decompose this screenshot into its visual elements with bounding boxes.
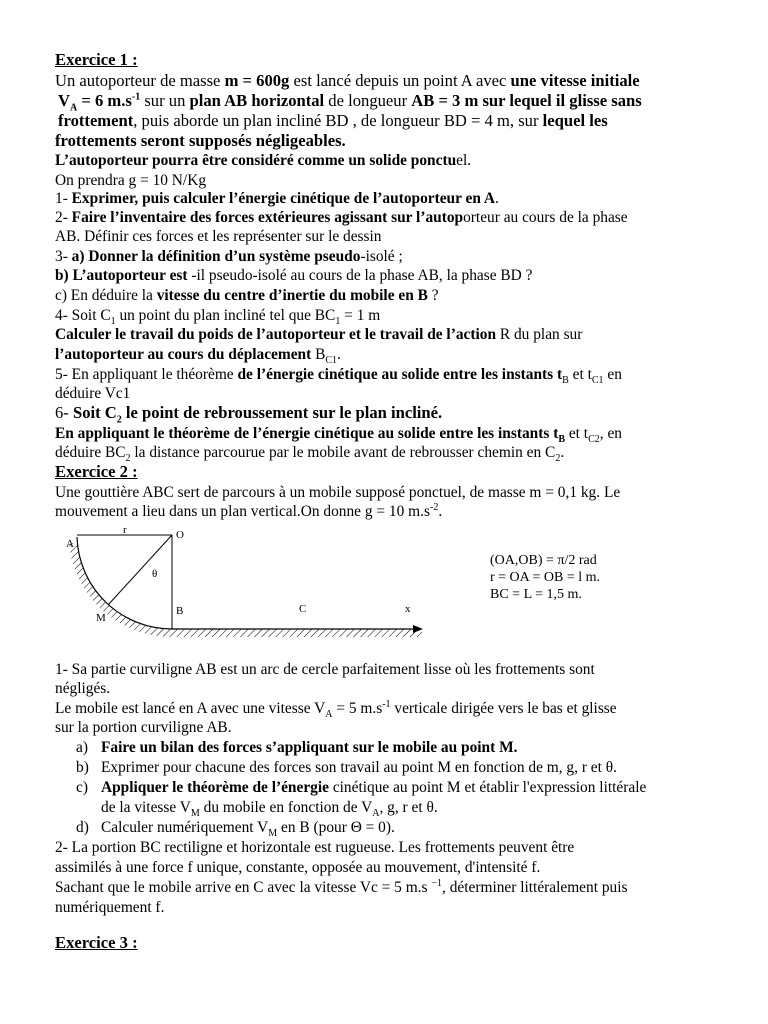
exercise-1-title: Exercice 1 :: [55, 50, 138, 69]
ex1-line-6: On prendra g = 10 N/Kg: [55, 172, 207, 189]
label-B: B: [176, 605, 184, 617]
ex1-line-15: l’autoporteur au cours du déplacement $B_{C1}$.: [55, 346, 341, 367]
ex1-question-3a: 3- a) Donner la définition d’un système pseudo-isolé ;: [55, 248, 403, 265]
ex1-question-2: 2- Faire l’inventaire des forces extérieures agissant sur l’autoporteur au cours de la phase: [55, 209, 628, 226]
exercise-3-title: Exercice 3 :: [55, 933, 138, 952]
ex2-part-2-line-3: Sachant que le mobile arrive en C avec la vitesse Vc = 5 m.s $^{-1}$, déterminer littéralement puis: [55, 877, 628, 896]
label-r: r: [123, 525, 127, 536]
ex1-question-6: 6- Soit $C_2$ le point de rebroussement sur le plan incliné.: [55, 403, 443, 426]
ex1-line-3: frottement, puis aborde un plan incliné BD , de longueur BD = 4 m, sur lequel les: [58, 111, 608, 130]
ex2-part-2-line-4: numériquement f.: [55, 899, 165, 916]
ex1-line-9: AB. Définir ces forces et les représenter sur le dessin: [55, 228, 382, 245]
label-C: C: [299, 603, 307, 615]
ex2-part-1-line-4: sur la portion curviligne AB.: [55, 719, 232, 736]
ex1-question-3b: b) L’autoporteur est -il pseudo-isolé au cours de la phase AB, la phase BD ?: [55, 267, 533, 284]
arc-hatching: [69, 543, 172, 637]
ex1-line-14: Calculer le travail du poids de l’autoporteur et le travail de l’action R du plan sur: [55, 326, 583, 343]
ex2-part-2-line-2: assimilés à une force f unique, constante, opposée au mouvement, d'intensité f.: [55, 859, 541, 876]
ex2-line-1: Une gouttière ABC sert de parcours à un mobile supposé ponctuel, de masse m = 0,1 kg. Le: [55, 484, 621, 501]
gutter-diagram: [55, 525, 435, 640]
label-x: x: [405, 603, 411, 615]
ex1-line-1: Un autoporteur de masse m = 600g est lancé depuis un point A avec une vitesse initiale: [55, 71, 640, 90]
ex1-question-4: 4- Soit $C_1$ un point du plan incliné tel que $BC_1 = 1$ m: [55, 307, 381, 328]
ex1-line-5: L’autoporteur pourra être considéré comme un solide ponctuel.: [55, 152, 472, 169]
document-page: Exercice 1 : Un autoporteur de masse m = 600g est lancé depuis un point A avec une vitesse initiale $V_A = 6$ $m.s^{-1}$ sur un plan AB horizontal de longueur AB = 3 m sur lequel il glisse sans frottement, puis aborde un plan incliné BD , de longueur BD = 4 m, sur lequel les frottements seront supposés négligeables. L’autoporteur pourra être considéré comme un solide ponctuel. On prendra g = 10 N/Kg 1- Exprimer, puis calculer l’énergie cinétique de l’autoporteur en A. 2- Faire l’inventaire des forces extérieures agissant sur l’autoporteur au cours de la phase AB. Définir ces forces et les représenter sur le dessin 3- a) Donner la définition d’un système pseudo-isolé ; b) L’autoporteur est -il pseudo-isolé au cours de la phase AB, la phase BD ? c) En déduire la vitesse du centre d’inertie du mobile en B ? 4- Soit $C_1$ un point du plan incliné tel que $BC_1 = 1$ m Calculer le travail du poids de l’autoporteur et le travail de l’action R du plan sur l’autoporteur au cours du déplacement $B_{C1}$. 5- En appliquant le théorème de l’énergie cinétique au solide entre les instants $t_B$ et $t_{C1}$ en déduire Vc1 6- Soit $C_2$ le point de rebroussement sur le plan incliné. En appliquant le théorème de l’énergie cinétique au solide entre les instants $t_B$ et $t_{C2}$, en déduire $BC_2$ la distance parcourue par le mobile avant de rebrousser chemin en $C_2$. Exercice 2 : Une gouttière ABC sert de parcours à un mobile supposé ponctuel, de masse m = 0,1 kg. Le mouvement a lieu dans un plan vertical.On donne g = 10 $m.s^{-2}$. A r O θ M B C x (OA,OB) = π/2 rad r = OA = OB = l m. BC = L = 1,5 m. 1- Sa partie curviligne AB est un arc de cercle parfaitement lisse où les frottements sont négligés. Le mobile est lancé en A avec une vitesse $V_A = 5$ $m.s^{-1}$ verticale dirigée vers le bas et glisse sur la portion curviligne AB. a) Faire un bilan des forces s’appliquant sur le mobile au point M. b) Exprimer pour chacune des forces son travail au point M en fonction de m, g, r et θ. c) Appliquer le théorème de l’énergie cinétique au point M et établir l'expression littérale de la vitesse $V_M$ du mobile en fonction de $V_A$, g, r et θ. d) Calculer numériquement $V_M$ en B (pour Θ = 0). 2- La portion BC rectiligne et horizontale est rugueuse. Les frottements peuvent être assimilés à une force f unique, constante, opposée au mouvement, d'intensité f. Sachant que le mobile arrive en C avec la vitesse Vc = 5 m.s $^{-1}$, déterminer littéralement puis numériquement f. Exercice 3 :: [55, 50, 647, 952]
label-M: M: [96, 612, 106, 624]
ex1-question-5: 5- En appliquant le théorème de l’énergie cinétique au solide entre les instants $t_B$ et $t_{C1}$ en: [55, 366, 622, 387]
ex1-line-20: déduire $BC_2$ la distance parcourue par le mobile avant de rebrousser chemin en $C_2$.: [55, 444, 565, 465]
ex1-line-2: $V_A = 6$ $m.s^{-1}$ sur un plan AB horizontal de longueur AB = 3 m sur lequel il glisse sans: [58, 91, 642, 114]
label-O: O: [176, 529, 184, 541]
ex2-part-1-line-2: négligés.: [55, 680, 111, 697]
figure-info-length: BC = L = 1,5 m.: [490, 587, 582, 602]
label-A: A: [66, 538, 74, 550]
label-theta: θ: [152, 568, 158, 580]
ex2-part-1-line-1: 1- Sa partie curviligne AB est un arc de cercle parfaitement lisse où les frottements sont: [55, 661, 595, 678]
ex1-question-3c: c) En déduire la vitesse du centre d’inertie du mobile en B ?: [55, 287, 439, 304]
ex1-line-17: déduire Vc1: [55, 385, 131, 402]
ex2-part-1-line-3: Le mobile est lancé en A avec une vitesse $V_A = 5$ $m.s^{-1}$ verticale dirigée vers le bas et glisse: [55, 698, 617, 721]
ex2-part-2-line-1: 2- La portion BC rectiligne et horizontale est rugueuse. Les frottements peuvent être: [55, 839, 575, 856]
track-hatching: [172, 629, 422, 637]
ex1-line-19: En appliquant le théorème de l’énergie cinétique au solide entre les instants $t_B$ et $t_{C2}$, en: [55, 425, 622, 446]
ex2-line-2: mouvement a lieu dans un plan vertical.On donne g = 10 $m.s^{-2}$.: [55, 501, 443, 520]
radius-om: [108, 535, 172, 605]
figure-info-radius: r = OA = OB = l m.: [490, 570, 601, 585]
figure-info-angle: (OA,OB) = π/2 rad: [490, 553, 597, 568]
ex1-line-4: frottements seront supposés négligeables.: [55, 131, 346, 150]
exercise-2-title: Exercice 2 :: [55, 462, 138, 481]
ex1-question-1: 1- Exprimer, puis calculer l’énergie cinétique de l’autoporteur en A.: [55, 190, 499, 207]
